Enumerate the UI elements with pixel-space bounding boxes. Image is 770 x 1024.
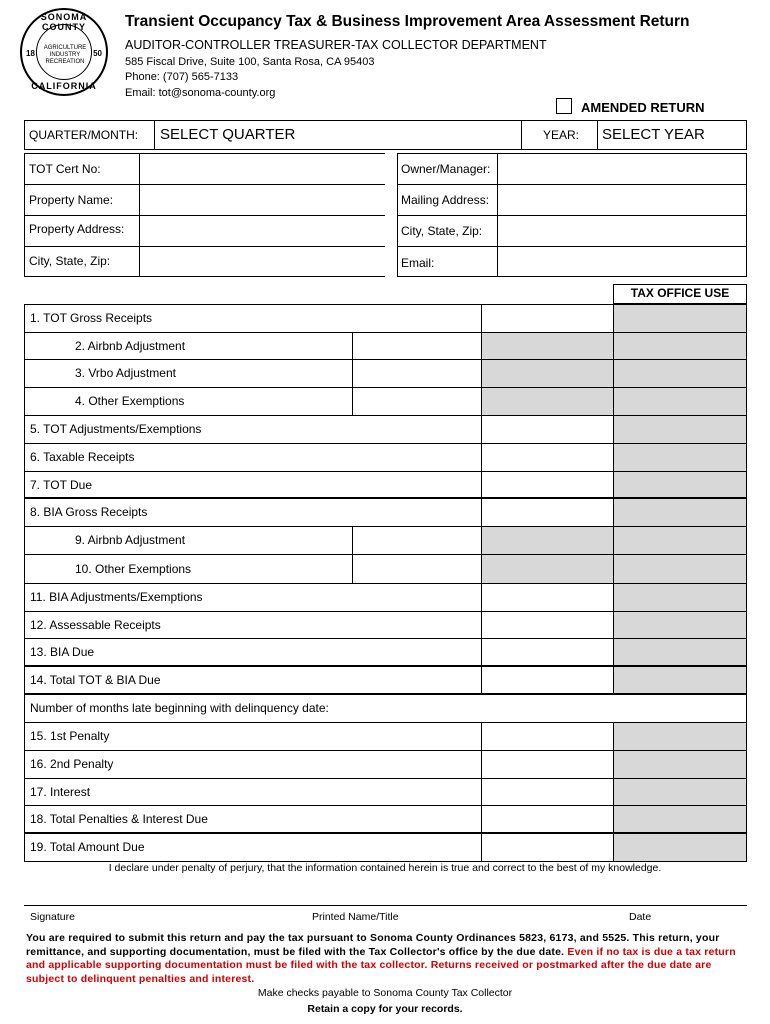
line-l14-label: 14. Total TOT & BIA Due <box>30 673 161 687</box>
row-border <box>746 471 747 498</box>
filing-notice-red: Even if no tax is due a tax return and applicable supporting documentation must be filed with the tax collector. Returns received or postmarked after the due date are subject to delinquent penalties and interest. <box>26 945 736 985</box>
line-l8-amount-input[interactable] <box>482 499 612 525</box>
row-border <box>24 304 25 332</box>
row-border <box>613 722 614 750</box>
seal-left-number: 18 <box>26 49 35 58</box>
printed-name-input[interactable] <box>290 885 510 905</box>
line-l15-label: 15. 1st Penalty <box>30 729 110 743</box>
row-border <box>613 611 614 638</box>
line-l19-amount-input[interactable] <box>482 834 612 860</box>
row-rule <box>24 304 747 305</box>
row-rule <box>24 443 747 444</box>
year-label: YEAR: <box>543 128 580 142</box>
mailing-city-label: City, State, Zip: <box>401 224 483 238</box>
department-email: Email: tot@sonoma-county.org <box>125 87 276 99</box>
line-l5-amount-input[interactable] <box>482 416 612 442</box>
row-border <box>24 498 25 526</box>
row-border <box>24 638 25 666</box>
row-border <box>613 359 614 387</box>
filing-notice-black: You are required to submit this return and pay the tax pursuant to Sonoma County Ordinances 5823, 6173, and 5525. This return, your remittance, and supporting documentation, must be filed with the Tax Collector's office by the due date. <box>26 932 720 958</box>
line-l12-amount-input[interactable] <box>482 612 612 637</box>
line-l17-label: 17. Interest <box>30 785 91 799</box>
line-l2-amount-input[interactable] <box>353 333 480 358</box>
line-l1-amount-input[interactable] <box>482 305 612 331</box>
row-border <box>746 526 747 554</box>
department-phone: Phone: (707) 565-7133 <box>125 71 239 83</box>
line-l4-label: 4. Other Exemptions <box>75 394 185 408</box>
line-l19-label: 19. Total Amount Due <box>30 840 145 854</box>
row-border <box>613 415 614 443</box>
period-divider <box>521 120 522 150</box>
row-border <box>746 638 747 666</box>
row-border <box>746 583 747 611</box>
line-l13-label: 13. BIA Due <box>30 645 95 659</box>
row-border <box>24 332 25 359</box>
row-border <box>613 583 614 611</box>
tax-office-cell <box>613 304 747 332</box>
line-l8-label: 8. BIA Gross Receipts <box>30 505 148 519</box>
property-city-label: City, State, Zip: <box>29 254 111 268</box>
signature-line <box>24 905 747 906</box>
tot-cert-input[interactable] <box>140 154 385 184</box>
quarter-select[interactable]: SELECT QUARTER <box>160 126 296 143</box>
row-rule <box>24 750 747 751</box>
row-border <box>24 471 25 498</box>
row-border <box>613 666 614 694</box>
row-border <box>746 694 747 722</box>
amended-return-checkbox[interactable] <box>556 98 572 114</box>
tax-office-cell <box>613 750 747 778</box>
row-border <box>746 722 747 750</box>
quarter-label: QUARTER/MONTH: <box>29 128 139 142</box>
seal-top-text: SONOMA COUNTY <box>40 12 88 32</box>
row-border <box>613 526 614 554</box>
line-l10-label: 10. Other Exemptions <box>75 562 192 576</box>
mailing-city-input[interactable] <box>498 216 746 246</box>
line-l5-label: 5. TOT Adjustments/Exemptions <box>30 422 202 436</box>
department-address: 585 Fiscal Drive, Suite 100, Santa Rosa, CA 95403 <box>125 56 375 68</box>
row-border <box>746 415 747 443</box>
county-seal <box>20 8 108 96</box>
row-border <box>746 805 747 833</box>
tax-office-cell <box>613 805 747 833</box>
row-border <box>746 498 747 526</box>
mailing-address-label: Mailing Address: <box>401 193 490 207</box>
row-border <box>613 304 614 332</box>
declaration: I declare under penalty of perjury, that the information contained herein is true and correct to the best of my knowledge. <box>108 862 662 874</box>
row-border <box>746 332 747 359</box>
line-l13-amount-input[interactable] <box>482 639 612 665</box>
property-name-label: Property Name: <box>29 193 114 207</box>
row-rule <box>24 415 747 416</box>
row-border <box>24 443 25 471</box>
line-l9-label: 9. Airbnb Adjustment <box>75 533 186 547</box>
row-border <box>24 611 25 638</box>
payable-note: Make checks payable to Sonoma County Tax Collector <box>257 987 513 999</box>
row-border <box>613 638 614 666</box>
amended-return-label: AMENDED RETURN <box>581 100 705 115</box>
row-border <box>24 666 25 694</box>
line-l7-amount-input[interactable] <box>482 472 612 497</box>
row-border <box>746 750 747 778</box>
tax-office-cell <box>613 833 747 861</box>
row-border <box>613 443 614 471</box>
line-l18-amount-input[interactable] <box>482 806 612 832</box>
row-border <box>613 387 614 415</box>
row-border <box>613 332 614 359</box>
row-border <box>481 332 482 359</box>
tax-office-cell <box>613 498 747 526</box>
line-l17-amount-input[interactable] <box>482 779 612 804</box>
tax-office-cell <box>613 471 747 498</box>
tax-office-cell <box>613 638 747 666</box>
row-border <box>746 833 747 861</box>
row-border <box>613 750 614 778</box>
tax-office-cell <box>613 778 747 805</box>
row-border <box>24 805 25 833</box>
tax-office-cell <box>613 332 747 359</box>
row-border <box>746 443 747 471</box>
tax-office-cell <box>613 611 747 638</box>
tax-office-cell <box>613 359 747 387</box>
tax-office-label: TAX OFFICE USE <box>630 286 730 300</box>
row-border <box>746 778 747 805</box>
row-border <box>24 583 25 611</box>
row-border <box>24 415 25 443</box>
row-rule <box>24 665 747 667</box>
row-border <box>24 554 25 583</box>
filing-notice <box>26 932 746 986</box>
row-border <box>613 554 614 583</box>
owner-label: Owner/Manager: <box>401 162 491 176</box>
line-months_late-label: Number of months late beginning with delinquency date: <box>30 701 329 715</box>
tot-cert-label: TOT Cert No: <box>29 162 101 176</box>
row-border <box>24 694 25 722</box>
printed-name-label: Printed Name/Title <box>312 911 399 923</box>
row-border <box>24 778 25 805</box>
row-border <box>613 471 614 498</box>
line-l4-amount-input[interactable] <box>353 388 480 414</box>
property-name-input[interactable] <box>140 185 385 215</box>
row-rule <box>24 832 747 834</box>
signature-label: Signature <box>30 911 75 923</box>
line-l18-label: 18. Total Penalties & Interest Due <box>30 812 208 826</box>
line-l1-label: 1. TOT Gross Receipts <box>30 311 153 325</box>
tax-office-cell <box>613 387 747 415</box>
retain-note: Retain a copy for your records. <box>307 1003 463 1015</box>
seal-bottom-text: CALIFORNIA <box>31 81 97 91</box>
seal-motto: AGRICULTURE INDUSTRY RECREATION <box>43 45 87 65</box>
date-input[interactable] <box>560 885 747 905</box>
row-rule <box>24 638 747 639</box>
year-select[interactable]: SELECT YEAR <box>602 126 705 143</box>
row-border <box>746 666 747 694</box>
row-rule <box>24 497 747 499</box>
email-label: Email: <box>401 256 435 270</box>
row-border <box>746 359 747 387</box>
line-l11-amount-input[interactable] <box>482 584 612 610</box>
line-l6-amount-input[interactable] <box>482 444 612 470</box>
signature-input[interactable] <box>24 885 284 905</box>
property-address-input[interactable] <box>140 216 385 246</box>
line-l6-label: 6. Taxable Receipts <box>30 450 135 464</box>
tax-office-cell <box>613 722 747 750</box>
owner-input[interactable] <box>498 154 746 184</box>
email-input[interactable] <box>498 247 746 277</box>
row-border <box>613 805 614 833</box>
row-border <box>746 304 747 332</box>
shaded-cell <box>481 332 613 415</box>
row-border <box>746 611 747 638</box>
row-border <box>24 833 25 861</box>
tax-office-cell <box>613 443 747 471</box>
property-city-input[interactable] <box>140 247 385 277</box>
row-border <box>24 750 25 778</box>
line-l15-amount-input[interactable] <box>482 723 612 749</box>
row-border <box>481 554 482 583</box>
line-l12-label: 12. Assessable Receipts <box>30 618 161 632</box>
row-rule <box>24 471 747 472</box>
tax-office-cell <box>613 583 747 611</box>
row-rule <box>24 583 747 584</box>
row-rule <box>24 611 747 612</box>
row-border <box>746 387 747 415</box>
line-l3-amount-input[interactable] <box>353 360 480 386</box>
row-border <box>481 387 482 415</box>
period-divider <box>154 120 155 150</box>
seal-right-number: 50 <box>93 49 102 58</box>
row-border <box>746 554 747 583</box>
line-l2-label: 2. Airbnb Adjustment <box>75 339 186 353</box>
row-rule <box>24 693 747 695</box>
seal-inner-ring <box>36 24 92 80</box>
row-border <box>24 526 25 554</box>
row-rule <box>24 778 747 779</box>
row-rule <box>24 805 747 806</box>
line-l10-amount-input[interactable] <box>353 555 480 582</box>
row-border <box>481 526 482 554</box>
date-label: Date <box>629 911 652 923</box>
row-rule <box>24 722 747 723</box>
period-divider <box>597 120 598 150</box>
line-l3-label: 3. Vrbo Adjustment <box>75 366 176 380</box>
row-border <box>481 359 482 387</box>
row-border <box>24 387 25 415</box>
department-name: AUDITOR-CONTROLLER TREASURER-TAX COLLECTOR DEPARTMENT <box>125 38 547 52</box>
line-l11-label: 11. BIA Adjustments/Exemptions <box>30 590 203 604</box>
tax-office-cell <box>613 554 747 583</box>
row-border <box>24 722 25 750</box>
mailing-address-input[interactable] <box>498 185 746 215</box>
info-gap <box>385 153 397 277</box>
tax-office-cell <box>613 415 747 443</box>
row-border <box>613 778 614 805</box>
row-border <box>613 833 614 861</box>
page-title: Transient Occupancy Tax & Business Improvement Area Assessment Return <box>125 13 690 30</box>
line-l16-label: 16. 2nd Penalty <box>30 757 114 771</box>
tax-office-cell <box>613 666 747 694</box>
line-l9-amount-input[interactable] <box>353 527 480 553</box>
line-l16-amount-input[interactable] <box>482 751 612 777</box>
line-l14-amount-input[interactable] <box>482 667 612 693</box>
property-address-label: Property Address: <box>29 222 125 236</box>
row-border <box>24 359 25 387</box>
tax-office-cell <box>613 526 747 554</box>
row-border <box>613 498 614 526</box>
line-l7-label: 7. TOT Due <box>30 478 93 492</box>
